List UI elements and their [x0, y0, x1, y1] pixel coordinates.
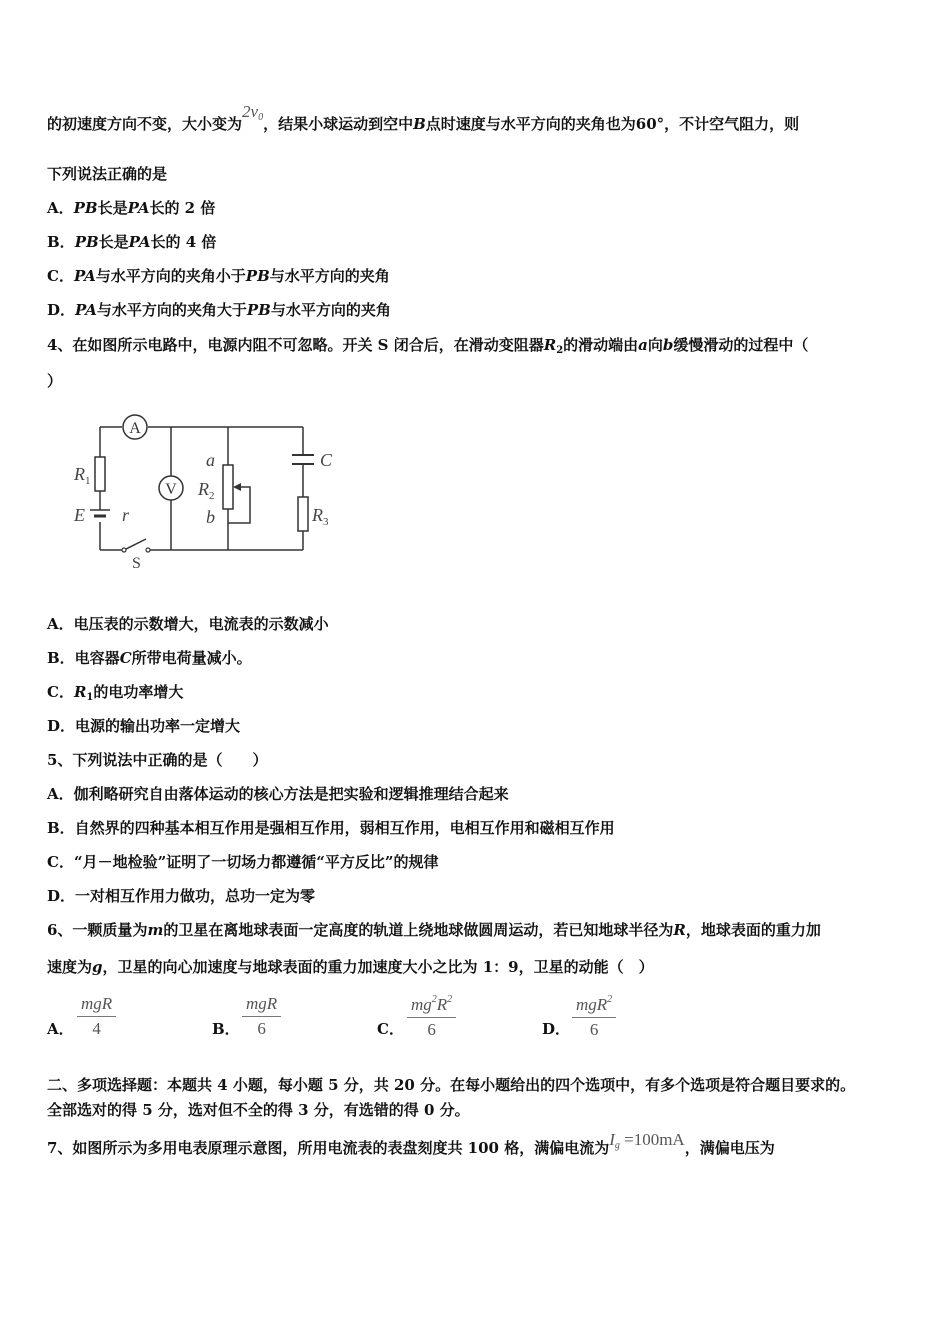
slider-arrow	[233, 483, 241, 491]
label-c: C	[320, 450, 333, 470]
switch-blade	[126, 539, 146, 549]
q3-option-a[interactable]: A．PB长是PA长的 2 倍	[47, 199, 216, 217]
resistor-r3	[298, 497, 308, 531]
q4-option-a[interactable]: A．电压表的示数增大，电流表的示数减小	[47, 615, 329, 633]
q7-stem: 7、如图所示为多用电表原理示意图，所用电流表的表盘刻度共 100 格，满偏电流为$I_g =100mA$，满偏电压为	[47, 1130, 775, 1157]
section2-heading-line1: 二、多项选择题：本题共 4 小题，每小题 5 分，共 20 分。在每小题给出的四个选项中，有多个选项是符合题目要求的。	[47, 1076, 856, 1094]
q5-option-a[interactable]: A．伽利略研究自由落体运动的核心方法是把实验和逻辑推理结合起来	[47, 785, 509, 803]
fraction: mgR 6	[242, 994, 281, 1039]
fraction: $\frac{mg^2R^2}{6}$	[407, 994, 456, 1040]
q5-option-d[interactable]: D．一对相互作用力做功，总功一定为零	[47, 887, 316, 905]
q4-stem: 4、在如图所示电路中，电源内阻不可忽略。开关 S 闭合后，在滑动变阻器$R_2$的滑动端由a向b缓慢滑动的过程中（	[47, 336, 809, 356]
q6-stem-line2: 速度为g，卫星的向心加速度与地球表面的重力加速度大小之比为 1：9，卫星的动能（ ）	[47, 958, 654, 976]
q3-option-c[interactable]: C．PA与水平方向的夹角小于PB与水平方向的夹角	[47, 267, 390, 285]
q5-option-b[interactable]: B．自然界的四种基本相互作用是强相互作用，弱相互作用，电相互作用和磁相互作用	[47, 819, 615, 837]
circuit-diagram	[60, 405, 350, 580]
resistor-r1	[95, 457, 105, 491]
label-r2: $R_2$	[198, 479, 215, 502]
q3-option-d[interactable]: D．PA与水平方向的夹角大于PB与水平方向的夹角	[47, 301, 391, 319]
label-r1: $R_1$	[74, 464, 91, 487]
q4-option-b[interactable]: B．电容器C所带电荷量减小。	[47, 649, 252, 667]
q4-option-c[interactable]: C．$R_1$的电功率增大	[47, 683, 184, 703]
label-a: a	[206, 450, 215, 470]
fraction: mgR 4	[77, 994, 116, 1039]
q3-continuation-line: 的初速度方向不变，大小变为$2v_0$，结果小球运动到空中B点时速度与水平方向的夹角也为60°，不计空气阻力，则	[47, 102, 800, 133]
q5-stem: 5、下列说法中正确的是（ ）	[47, 751, 268, 769]
math-ig: $I_g =100mA$	[609, 1130, 685, 1151]
label-r3: $R_3$	[312, 505, 329, 528]
q4-option-d[interactable]: D．电源的输出功率一定增大	[47, 717, 241, 735]
switch-contact-right	[146, 548, 150, 552]
q6-options: A． mgR 4 B． mgR 6 C． $\frac{mg^2R^2}{6}$ D． mgR$^2$ 6	[47, 994, 907, 1044]
q3-prompt-line: 下列说法正确的是	[47, 165, 168, 183]
q4-stem-close: ）	[47, 372, 63, 390]
rheostat-r2	[223, 465, 233, 509]
label-s: S	[132, 555, 141, 572]
label-e: E	[74, 505, 85, 525]
fraction: mgR$^2$ 6	[572, 994, 616, 1040]
text: 的初速度方向不变，大小变为	[47, 115, 243, 133]
voltmeter-label: V	[165, 481, 177, 498]
switch-contact-left	[122, 548, 126, 552]
math-2v0: $2v_0$	[242, 102, 264, 123]
section2-heading-line2: 全部选对的得 5 分，选对但不全的得 3 分，有选错的得 0 分。	[47, 1101, 470, 1119]
label-r-internal: r	[122, 505, 130, 525]
q5-option-c[interactable]: C．“月－地检验”证明了一切场力都遵循“平方反比”的规律	[47, 853, 439, 871]
ammeter-label: A	[129, 420, 141, 437]
q6-stem-line1: 6、一颗质量为m的卫星在离地球表面一定高度的轨道上绕地球做圆周运动，若已知地球半径为R，地球表面的重力加	[47, 921, 821, 939]
label-b: b	[206, 507, 215, 527]
q3-option-b[interactable]: B．PB长是PA长的 4 倍	[47, 233, 217, 251]
point-b: B	[413, 115, 426, 133]
